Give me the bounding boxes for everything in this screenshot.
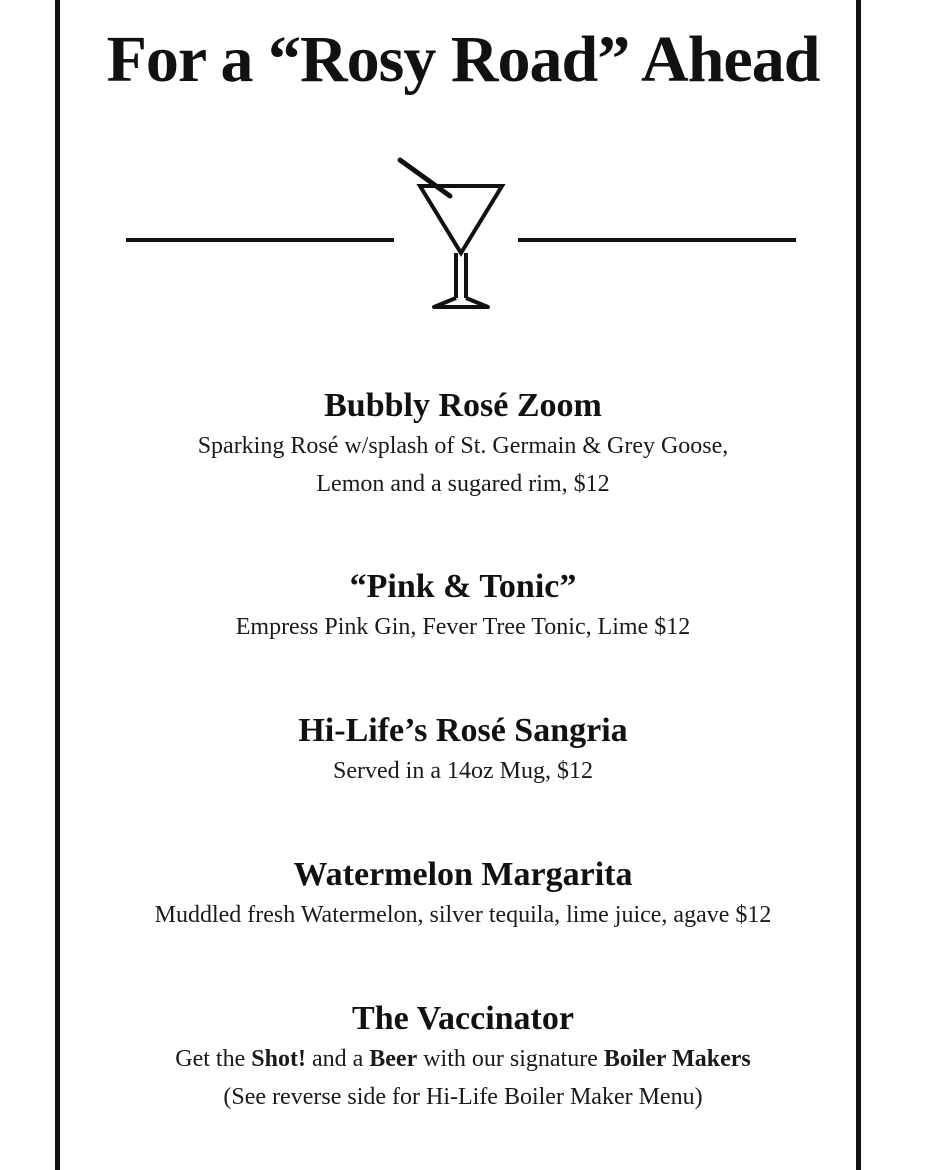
item-description-line: (See reverse side for Hi-Life Boiler Maker Menu)	[223, 1084, 703, 1110]
item-description-line	[60, 1040, 866, 1078]
item-description-line: Lemon and a sugared rim, $12	[316, 471, 610, 497]
divider-left	[126, 238, 394, 242]
menu-item-bubbly-rose-zoom	[60, 385, 866, 503]
desc-text: with our signature	[417, 1046, 604, 1072]
divider-right	[518, 238, 796, 242]
item-description-line: Sparking Rosé w/splash of St. Germain & Grey Goose,	[197, 433, 729, 459]
martini-glass-icon	[390, 150, 510, 315]
item-description-line: Served in a 14oz Mug, $12	[333, 758, 593, 784]
menu-item-the-vaccinator	[60, 998, 866, 1116]
menu-item-pink-and-tonic	[60, 566, 866, 646]
desc-text: Get the	[175, 1046, 252, 1072]
menu-item-rose-sangria	[60, 710, 866, 790]
desc-bold-beer: Beer	[369, 1046, 418, 1072]
item-description-line: Empress Pink Gin, Fever Tree Tonic, Lime $12	[235, 614, 691, 640]
menu-item-watermelon-margarita	[60, 854, 866, 934]
desc-text: and a	[305, 1046, 370, 1072]
item-name: The Vaccinator	[352, 1000, 574, 1037]
item-name: Hi-Life’s Rosé Sangria	[298, 712, 628, 749]
item-name: “Pink & Tonic”	[349, 568, 577, 605]
desc-bold-shot: Shot!	[251, 1046, 306, 1072]
item-name: Bubbly Rosé Zoom	[324, 387, 602, 424]
menu-title: For a “Rosy Road” Ahead	[106, 23, 820, 96]
item-name: Watermelon Margarita	[293, 856, 633, 893]
desc-bold-boiler-makers: Boiler Makers	[603, 1046, 751, 1072]
item-description-line: Muddled fresh Watermelon, silver tequila, lime juice, agave $12	[154, 902, 772, 928]
